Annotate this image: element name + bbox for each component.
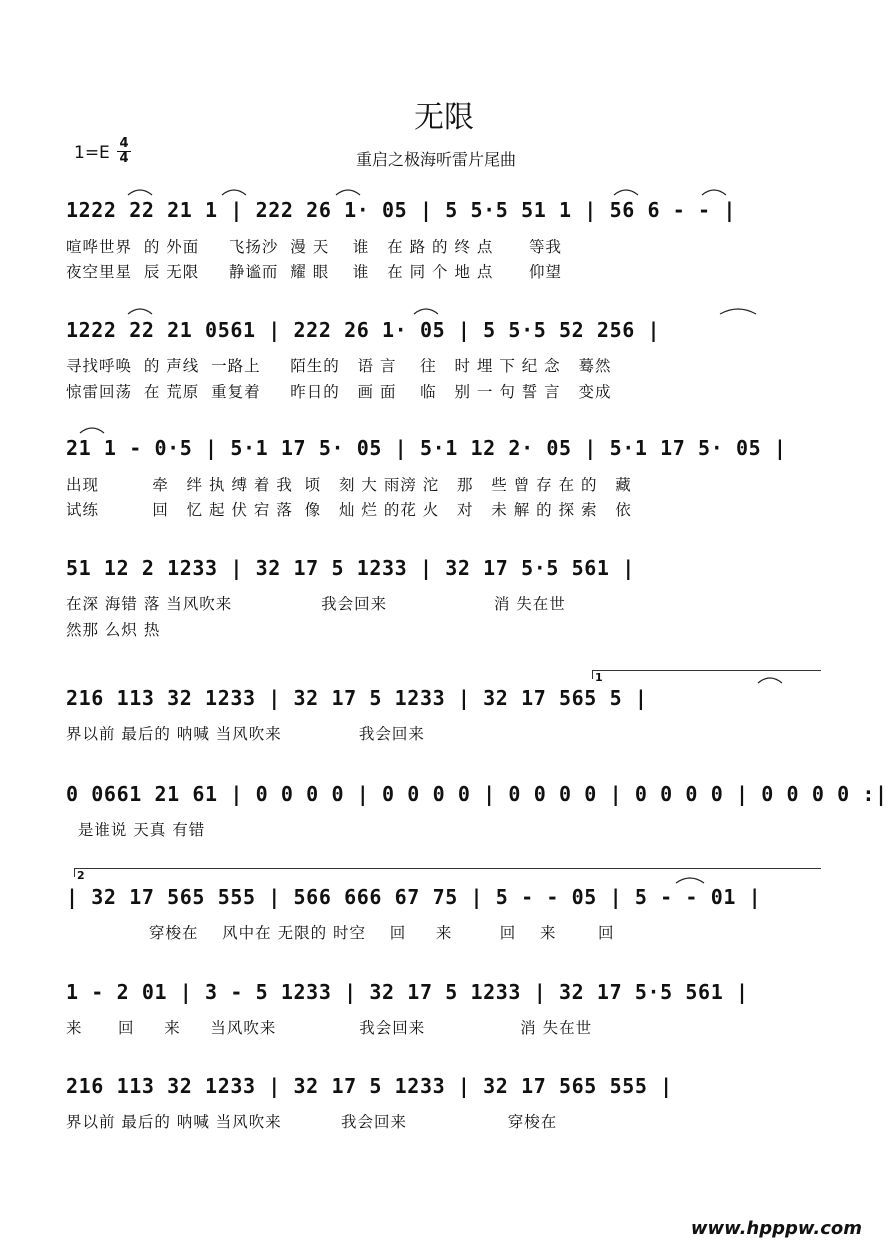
lyric-line: 然那 么炽 热: [66, 621, 161, 639]
song-subtitle: 重启之极海听雷片尾曲: [356, 150, 517, 169]
second-ending-number: 2: [77, 869, 85, 882]
notation-line: 216 113 32 1233 | 32 17 5 1233 | 32 17 565 5 |: [66, 686, 648, 710]
notation-line: 21 1 - 0·5 | 5·1 17 5· 05 | 5·1 12 2· 05 | 5·1 17 5· 05 |: [66, 436, 787, 460]
lyric-line: 穿梭在 风中在 无限的 时空 回 来 回 来 回: [66, 924, 615, 942]
lyric-line: 夜空里星 辰 无限 静谧而 耀 眼 谁 在 同 个 地 点 仰望: [66, 263, 562, 281]
notation-line: 1222 22 21 1 | 222 26 1· 05 | 5 5·5 51 1 | 56 6 - - |: [66, 198, 736, 222]
lyric-line: 来 回 来 当风吹来 我会回来 消 失在世: [66, 1019, 593, 1037]
time-signature-bottom: 4: [117, 151, 131, 166]
time-signature: [117, 137, 131, 166]
notation-line: 216 113 32 1233 | 32 17 5 1233 | 32 17 565 555 |: [66, 1074, 673, 1098]
lyric-line: 寻找呼唤 的 声线 一路上 陌生的 语 言 往 时 埋 下 纪 念 蓦然: [66, 357, 612, 375]
key-signature: 1=E: [74, 143, 110, 163]
time-signature-top: 4: [119, 136, 129, 151]
song-title: 无限: [414, 100, 474, 135]
lyric-line: 是谁说 天真 有错: [66, 821, 206, 839]
first-ending-number: 1: [595, 671, 603, 684]
lyric-line: 惊雷回荡 在 荒原 重复着 昨日的 画 面 临 别 一 句 誓 言 变成: [66, 383, 612, 401]
notation-line: 1 - 2 01 | 3 - 5 1233 | 32 17 5 1233 | 32 17 5·5 561 |: [66, 980, 749, 1004]
notation-line: 0 0661 21 61 | 0 0 0 0 | 0 0 0 0 | 0 0 0 0 | 0 0 0 0 | 0 0 0 0 :|: [66, 782, 888, 806]
lyric-line: 试练 回 忆 起 伏 宕 落 像 灿 烂 的花 火 对 未 解 的 探 索 依: [66, 501, 632, 519]
notation-line: 1222 22 21 0561 | 222 26 1· 05 | 5 5·5 52 256 |: [66, 318, 661, 342]
second-ending-bracket: [74, 868, 821, 877]
lyric-line: 喧哗世界 的 外面 飞扬沙 漫 天 谁 在 路 的 终 点 等我: [66, 238, 562, 256]
lyric-line: 在深 海错 落 当风吹来 我会回来 消 失在世: [66, 595, 566, 613]
lyric-line: 出现 牵 绊 执 缚 着 我 顷 刻 大 雨滂 沱 那 些 曾 存 在 的 藏: [66, 476, 632, 494]
lyric-line: 界以前 最后的 呐喊 当风吹来 我会回来 穿梭在: [66, 1113, 558, 1131]
site-watermark: www.hpppw.com: [690, 1218, 862, 1239]
lyric-line: 界以前 最后的 呐喊 当风吹来 我会回来: [66, 725, 425, 743]
first-ending-bracket: [592, 670, 821, 679]
notation-line: | 32 17 565 555 | 566 666 67 75 | 5 - - 05 | 5 - - 01 |: [66, 885, 762, 909]
notation-line: 51 12 2 1233 | 32 17 5 1233 | 32 17 5·5 561 |: [66, 556, 635, 580]
